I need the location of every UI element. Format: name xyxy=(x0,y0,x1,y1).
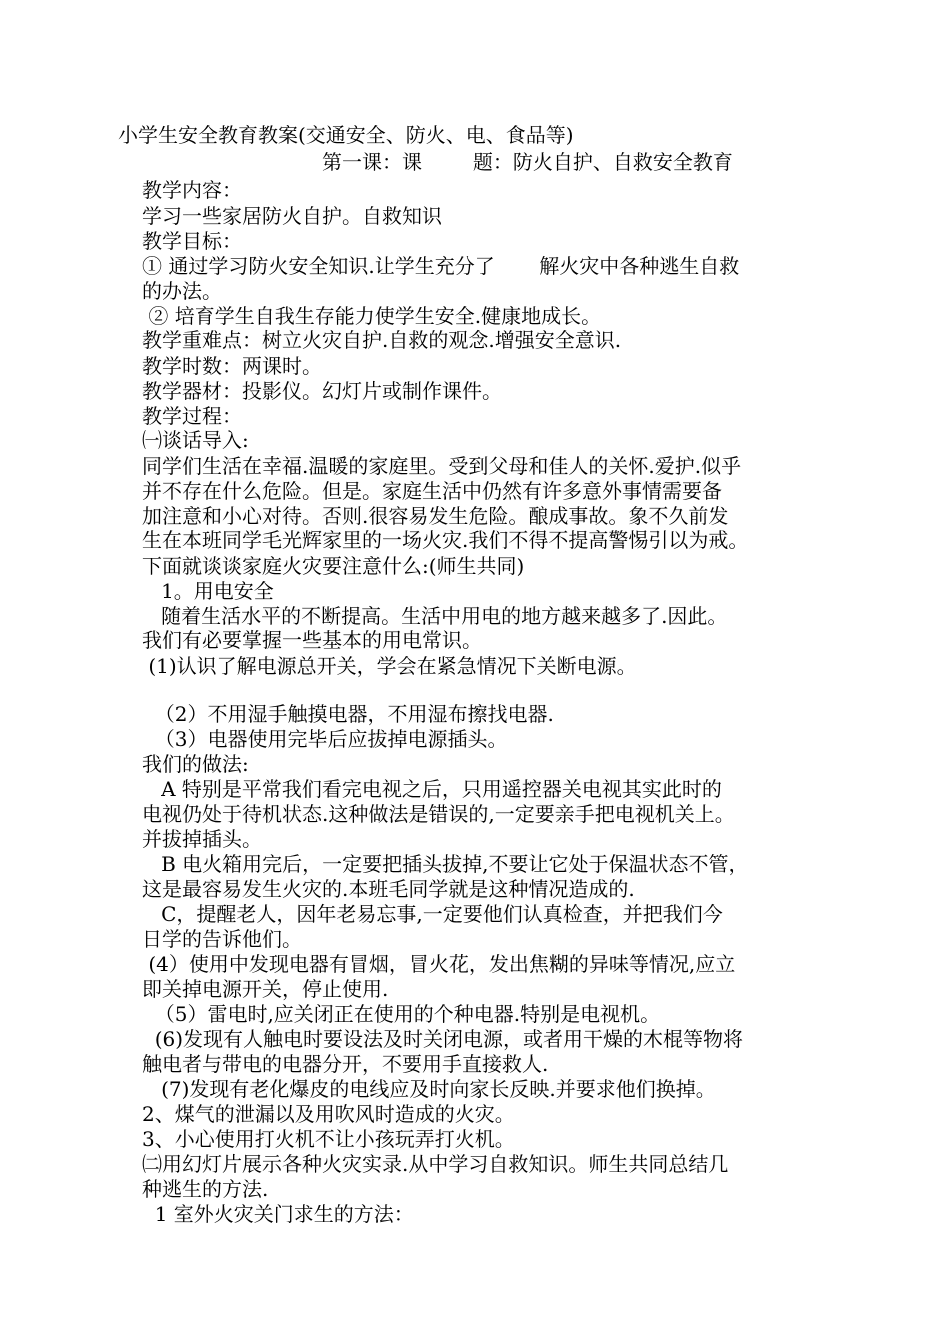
text-line: (6)发现有人触电时要设法及时关闭电源，或者用干燥的木棍等物将 xyxy=(142,1027,744,1051)
text-line: 教学过程： xyxy=(142,404,242,428)
text-line: 教学重难点：树立火灾自护.自救的观念.增强安全意识. xyxy=(142,328,622,352)
text-line: 电视仍处于待机状态.这种做法是错误的,一定要亲手把电视机关上。 xyxy=(142,802,735,826)
text-line: B 电火箱用完后，一定要把插头拔掉,不要让它处于保温状态不管， xyxy=(142,852,749,876)
text-line: 的办法。 xyxy=(142,279,222,303)
text-line: 2、煤气的泄漏以及用吹风时造成的火灾。 xyxy=(142,1102,515,1126)
text-line: 日学的告诉他们。 xyxy=(142,927,302,951)
text-line: 并拔掉插头。 xyxy=(142,827,262,851)
text-line: ㈡用幻灯片展示各种火灾实录.从中学习自救知识。师生共同总结几 xyxy=(142,1152,729,1176)
text-line: 我们的做法: xyxy=(142,752,249,776)
text-line: 3、小心使用打火机不让小孩玩弄打火机。 xyxy=(142,1127,515,1151)
text-line: 教学目标： xyxy=(142,229,242,253)
text-line: 并不存在什么危险。但是。家庭生活中仍然有许多意外事情需要备 xyxy=(142,479,722,503)
text-line: 教学时数：两课时。 xyxy=(142,354,322,378)
text-line: 教学内容： xyxy=(142,178,242,202)
text-line: 同学们生活在幸福.温暖的家庭里。受到父母和佳人的关怀.爱护.似乎 xyxy=(142,454,742,478)
text-line: 这是最容易发生火灾的.本班毛同学就是这种情况造成的. xyxy=(142,877,635,901)
text-line: C，提醒老人，因年老易忘事,一定要他们认真检查，并把我们今 xyxy=(142,902,723,926)
text-line: 种逃生的方法. xyxy=(142,1177,269,1201)
text-line: ㈠谈话导入: xyxy=(142,428,249,452)
text-line: 生在本班同学毛光辉家里的一场火灾.我们不得不提高警惕引以为戒。 xyxy=(142,528,749,552)
text-line: ② 培育学生自我生存能力使学生安全.健康地成长。 xyxy=(142,304,602,328)
text-line: 下面就谈谈家庭火灾要注意什么:(师生共同) xyxy=(142,554,525,578)
text-line: 我们有必要掌握一些基本的用电常识。 xyxy=(142,628,482,652)
text-line: 触电者与带电的电器分开，不要用手直接救人. xyxy=(142,1052,549,1076)
document-title: 小学生安全教育教案(交通安全、防火、电、食品等) xyxy=(118,123,574,147)
text-line: 1 室外火灾关门求生的方法： xyxy=(142,1202,414,1226)
text-line: A 特别是平常我们看完电视之后，只用遥控器关电视其实此时的 xyxy=(142,777,722,801)
text-line: (4）使用中发现电器有冒烟，冒火花，发出焦糊的异味等情况,应立 xyxy=(142,952,736,976)
text-line: 学习一些家居防火自护。自救知识 xyxy=(142,204,442,228)
text-line: 即关掉电源开关，停止使用. xyxy=(142,977,389,1001)
text-line: （5）雷电时,应关闭正在使用的个种电器.特别是电视机。 xyxy=(142,1002,661,1026)
text-line: 随着生活水平的不断提高。生活中用电的地方越来越多了.因此。 xyxy=(142,604,728,628)
text-line: （3）电器使用完毕后应拔掉电源插头。 xyxy=(142,727,508,751)
text-line: (7)发现有老化爆皮的电线应及时向家长反映.并要求他们换掉。 xyxy=(142,1077,716,1101)
text-line: 教学器材：投影仪。幻灯片或制作课件。 xyxy=(142,379,502,403)
text-line: 1。用电安全 xyxy=(142,579,274,603)
text-line: 加注意和小心对待。否则.很容易发生危险。酿成事故。象不久前发 xyxy=(142,504,729,528)
text-line: (1)认识了解电源总开关，学会在紧急情况下关断电源。 xyxy=(142,654,637,678)
lesson-subtitle: 第一课：课 题：防火自护、自救安全教育 xyxy=(322,150,733,174)
text-line: ① 通过学习防火安全知识.让学生充分了 解火灾中各种逃生自救 xyxy=(142,254,740,278)
text-line: （2）不用湿手触摸电器，不用湿布擦找电器. xyxy=(142,702,554,726)
